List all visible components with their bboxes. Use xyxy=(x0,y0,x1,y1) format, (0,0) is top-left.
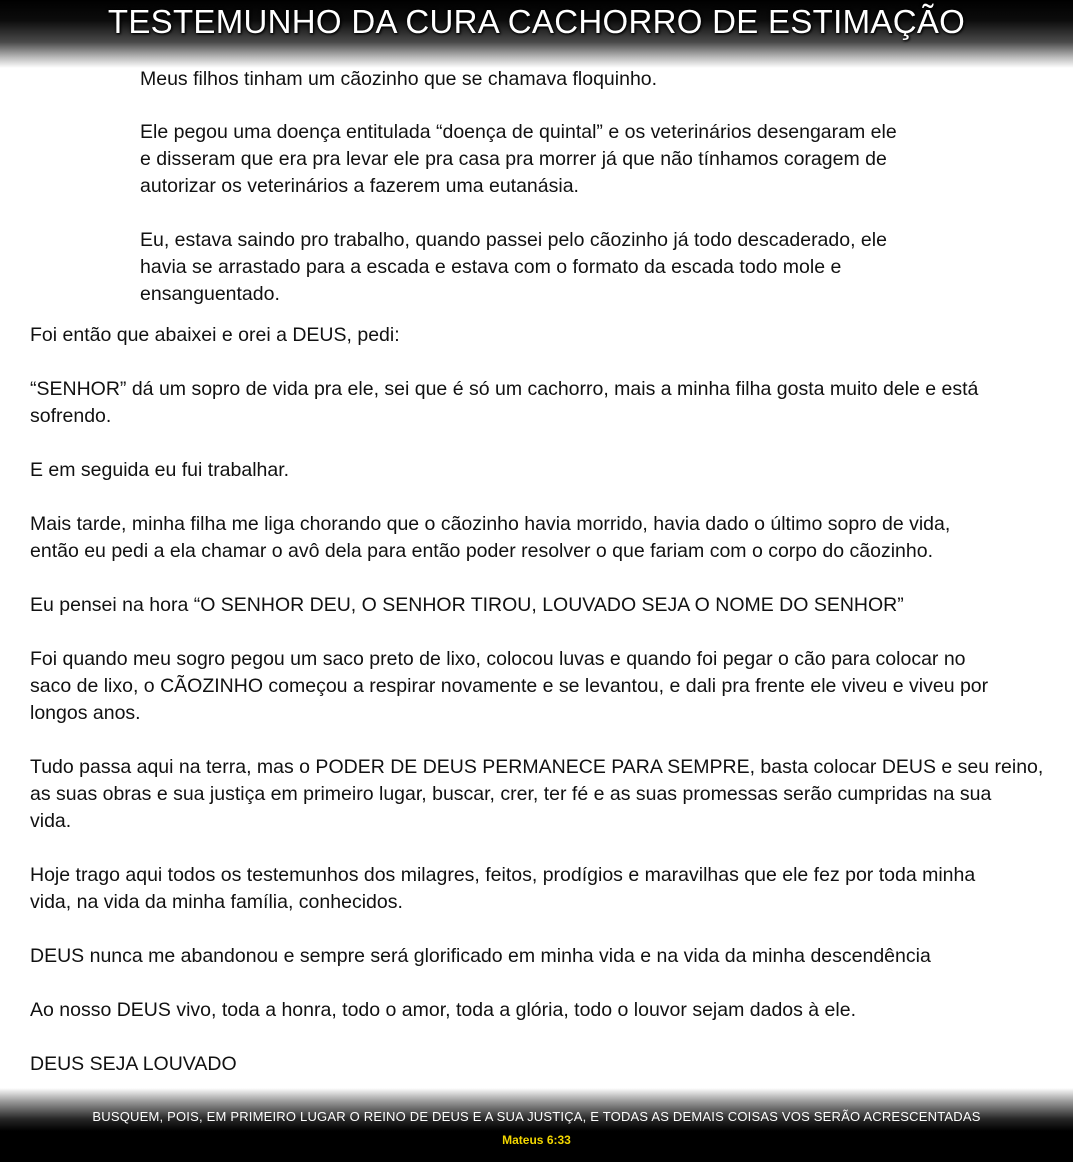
body-paragraph: E em seguida eu fui trabalhar. xyxy=(30,459,290,481)
closing-line: DEUS SEJA LOUVADO xyxy=(30,1053,237,1075)
intro-paragraph: Eu, estava saindo pro trabalho, quando passei pelo cãozinho já todo descaderado, ele havia se arrastado para a escada e estava com o formato da escada todo mole e ensanguentado. xyxy=(140,229,887,305)
body-paragraph: DEUS nunca me abandonou e sempre será glorificado em minha vida e na vida da minha descendência xyxy=(30,945,931,967)
body-paragraph: Mais tarde, minha filha me liga chorando que o cãozinho havia morrido, havia dado o último sopro de vida, então eu pedi a ela chamar o avô dela para então poder resolver o que fariam com o corpo do cãozinho. xyxy=(30,513,951,562)
body-paragraph: Eu pensei na hora “O SENHOR DEU, O SENHOR TIROU, LOUVADO SEJA O NOME DO SENHOR” xyxy=(30,594,904,616)
body-paragraph: Foi então que abaixei e orei a DEUS, pedi: xyxy=(30,324,400,346)
body-paragraph: “SENHOR” dá um sopro de vida pra ele, sei que é só um cachorro, mais a minha filha gosta muito dele e está sofrendo. xyxy=(30,378,979,427)
body-paragraph: Ao nosso DEUS vivo, toda a honra, todo o amor, toda a glória, todo o louvor sejam dados à ele. xyxy=(30,999,856,1021)
body-paragraph: Foi quando meu sogro pegou um saco preto de lixo, colocou luvas e quando foi pegar o cão para colocar no saco de lixo, o CÃOZINHO começou a respirar novamente e se levantou, e dali pra frente ele viveu e viveu por longos anos. xyxy=(30,648,989,724)
page-title: TESTEMUNHO DA CURA CACHORRO DE ESTIMAÇÃO xyxy=(107,3,966,40)
body-paragraph: Tudo passa aqui na terra, mas o PODER DE DEUS PERMANECE PARA SEMPRE, basta colocar DEUS e seu reino, as suas obras e sua justiça em primeiro lugar, buscar, crer, ter fé e as suas promessas serão cumpridas na sua vida. xyxy=(30,756,1044,832)
footer-banner xyxy=(0,1088,1073,1162)
body-paragraph: Hoje trago aqui todos os testemunhos dos milagres, feitos, prodígios e maravilhas que ele fez por toda minha vida, na vida da minha família, conhecidos. xyxy=(30,864,976,913)
intro-paragraph: Ele pegou uma doença entitulada “doença de quintal” e os veterinários desengaram ele e disseram que era pra levar ele pra casa pra morrer já que não tínhamos coragem de autorizar os veterinários a fazerem uma eutanásia. xyxy=(140,121,897,197)
footer-quote: BUSQUEM, POIS, EM PRIMEIRO LUGAR O REINO DE DEUS E A SUA JUSTIÇA, E TODAS AS DEMAIS COISAS VOS SERÃO ACRESCENTADAS xyxy=(92,1109,981,1124)
header-banner xyxy=(0,0,1073,68)
bible-reference: Mateus 6:33 xyxy=(502,1133,571,1147)
intro-paragraph: Meus filhos tinham um cãozinho que se chamava floquinho. xyxy=(140,68,658,90)
